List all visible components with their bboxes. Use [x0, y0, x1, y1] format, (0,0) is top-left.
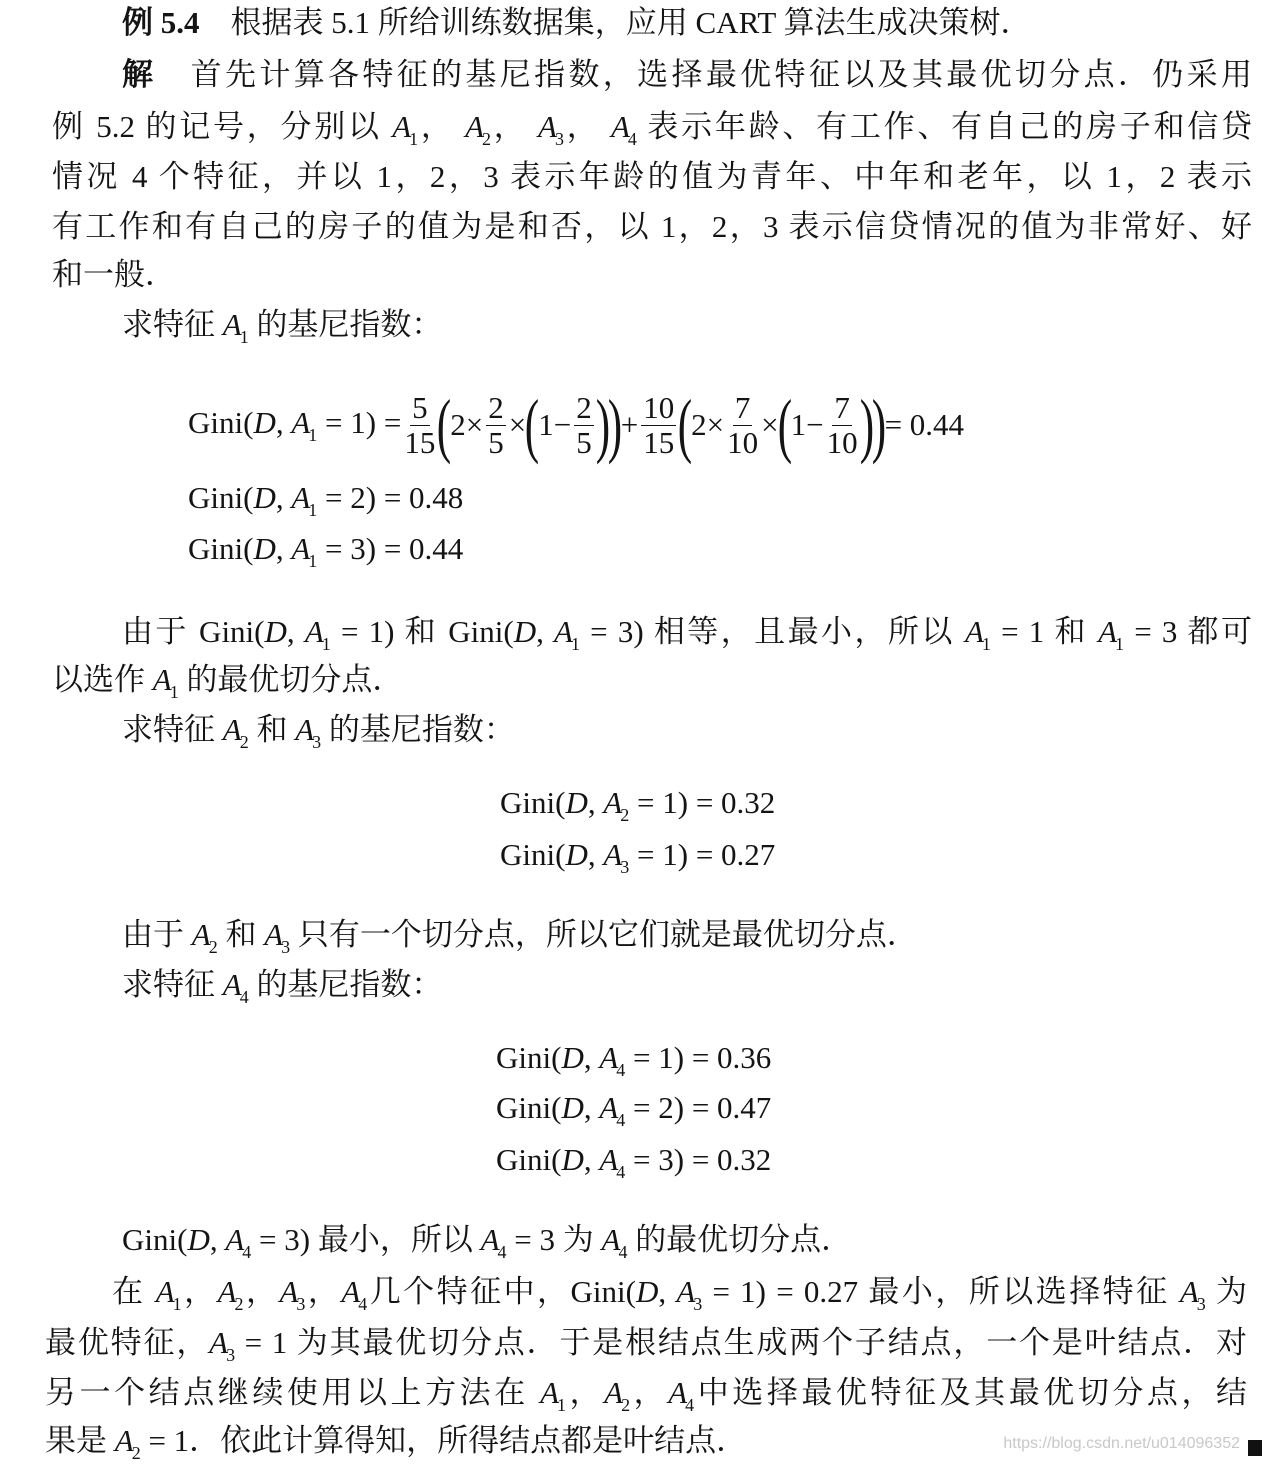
paren-close: ): [871, 385, 886, 465]
math-variable: A: [114, 1423, 134, 1458]
line: 在 $A_1$，$A_2$，$A_3$，$A_4$几个特征中，Gini(D, $A_3 = 1) = 0.27$ 最小，所以选择特征 $A_3$ 为: [112, 1274, 1247, 1312]
denominator: 10: [727, 424, 759, 460]
math-variable: A: [304, 614, 324, 649]
subscript: 4: [685, 1395, 695, 1413]
term: +: [620, 407, 639, 442]
math-variable: A: [222, 712, 242, 747]
subscript: 2: [620, 805, 630, 825]
denominator: 15: [404, 424, 436, 460]
fraction: [404, 391, 435, 460]
line: 由于 $A_2$ 和 $A_3$ 只有一个切分点，所以它们就是最优切分点．: [122, 917, 918, 957]
gini-formula-a1-1: [188, 383, 964, 467]
math-variable: A: [480, 1222, 500, 1257]
paren-close: ): [595, 385, 610, 465]
paren-open: (: [677, 385, 693, 465]
subscript: 1: [570, 634, 580, 652]
line: 情况 4 个特征，并以 1，2，3 表示年龄的值为青年、中年和老年，以 1，2 表示: [52, 159, 1252, 194]
math-variable: D: [187, 1222, 210, 1257]
line: 有工作和有自己的房子的值为是和否，以 1，2，3 表示信贷情况的值为非常好、好: [52, 209, 1252, 244]
math-variable: A: [1098, 614, 1118, 649]
subscript: 3: [1196, 1294, 1206, 1312]
subscript: 1: [321, 634, 331, 652]
math-variable: D: [561, 1040, 584, 1075]
math-variable: A: [152, 662, 172, 697]
fraction: [641, 391, 676, 460]
line: 求特征 $A_2$ 和 $A_3$ 的基尼指数：: [122, 712, 515, 752]
subscript: 4: [616, 1060, 626, 1080]
term: 1−: [538, 407, 572, 442]
math-variable: A: [538, 109, 557, 144]
subscript: 2: [239, 732, 249, 752]
term: 1−: [790, 407, 824, 442]
math-variable: A: [465, 109, 485, 144]
subscript: 4: [616, 1110, 626, 1130]
numerator: 2: [576, 389, 592, 425]
term: 2×: [450, 407, 484, 442]
math-variable: D: [253, 480, 276, 515]
math-variable: A: [222, 967, 242, 1002]
math-variable: A: [279, 1274, 299, 1309]
subscript: 4: [618, 1242, 628, 1262]
line: 另一个结点继续使用以上方法在 $A_1$，$A_2$，$A_4$中选择最优特征及其最优切分点，结: [45, 1375, 1247, 1413]
watermark: https://blog.csdn.net/u014096352: [1003, 1435, 1240, 1452]
line: Gini(D, $A_4 = 2) = 0.47$: [496, 1090, 772, 1130]
math-variable: A: [209, 1325, 229, 1360]
subscript: 1: [172, 1294, 182, 1312]
term: ×: [761, 407, 779, 442]
line: 例 5.2 的记号，分别以 $A_1$， $A_2$， $A_3$， $A_4$ 表示年龄、有工作、有自己的房子和信贷: [52, 109, 1252, 147]
subscript: 3: [296, 1294, 306, 1312]
line: Gini(D, $A_4 = 3) = 0.32$: [496, 1142, 772, 1182]
math-variable: A: [676, 1274, 696, 1309]
math-variable: A: [554, 614, 573, 649]
fraction: [727, 391, 758, 460]
bold-label: 例 5.4: [122, 5, 200, 40]
math-variable: A: [1179, 1274, 1199, 1309]
line: 果是 $A_2 = 1$．依此计算得知，所得结点都是叶结点．: [45, 1423, 748, 1463]
denominator: 5: [576, 424, 592, 460]
line: 例 5.4 根据表 5.1 所给训练数据集，应用 CART 算法生成决策树．: [122, 5, 1032, 40]
subscript: 3: [620, 857, 630, 877]
math-variable: A: [599, 1040, 619, 1075]
math-variable: A: [599, 1142, 619, 1177]
subscript: 3: [312, 732, 322, 752]
math-variable: A: [291, 404, 311, 440]
math-variable: A: [964, 614, 984, 649]
numerator: 5: [412, 389, 428, 425]
denominator: 15: [643, 424, 675, 460]
subscript: 4: [497, 1242, 507, 1262]
subscript: 4: [239, 987, 249, 1007]
paren-open: (: [437, 385, 452, 465]
subscript: 4: [627, 129, 637, 147]
subscript: 2: [621, 1395, 631, 1413]
math-variable: D: [565, 837, 588, 872]
math-variable: A: [603, 785, 623, 820]
subscript: 1: [409, 129, 419, 147]
line: Gini(D, $A_2 = 1) = 0.32$: [500, 785, 776, 825]
numerator: 10: [643, 389, 675, 425]
math-variable: A: [668, 1375, 688, 1410]
subscript: 4: [616, 1162, 626, 1182]
fraction: [827, 391, 858, 460]
subscript: 2: [234, 1294, 244, 1312]
math-variable: A: [225, 1222, 245, 1257]
paren-close: ): [607, 385, 622, 465]
math-variable: D: [635, 1274, 659, 1309]
line: Gini(D, $A_1 = 3) = 0.44$: [188, 531, 464, 571]
math-variable: D: [561, 1142, 584, 1177]
math-variable: A: [392, 109, 412, 144]
math-variable: D: [253, 531, 276, 566]
formula-lhs: Gini(D, $A_1 = 1$) =: [188, 404, 402, 445]
paren-close: ): [859, 385, 874, 465]
line: Gini(D, $A_1 = 2) = 0.48$: [188, 480, 464, 520]
numerator: 7: [834, 389, 850, 425]
paren-open: (: [525, 385, 540, 465]
paren-open: (: [777, 385, 792, 465]
term: ×: [508, 407, 527, 442]
math-variable: A: [610, 109, 630, 144]
subscript: 1: [308, 551, 318, 571]
numerator: 2: [488, 389, 504, 425]
denominator: 10: [826, 424, 858, 460]
math-variable: A: [222, 307, 242, 342]
math-variable: D: [513, 614, 537, 649]
formula-rhs: = 0.44: [884, 407, 965, 442]
math-variable: D: [565, 785, 588, 820]
math-variable: A: [264, 917, 284, 952]
math-variable: A: [601, 1222, 621, 1257]
line: Gini(D, $A_4 = 1) = 0.36$: [496, 1040, 772, 1080]
subscript: 3: [281, 937, 291, 957]
line: Gini(D, $A_4 = 3$) 最小，所以 $A_4 = 3$ 为 $A_4$ 的最优切分点．: [122, 1222, 853, 1262]
subscript: 2: [131, 1443, 141, 1463]
math-variable: A: [291, 480, 311, 515]
math-variable: A: [291, 531, 311, 566]
subscript: 4: [358, 1294, 368, 1312]
fraction: [486, 391, 506, 460]
subscript: 1: [308, 424, 318, 445]
math-variable: A: [155, 1274, 175, 1309]
numerator: 7: [734, 389, 751, 425]
ink-blot: [1248, 1440, 1262, 1456]
math-variable: D: [561, 1090, 584, 1125]
fraction: [574, 391, 594, 460]
line: 由于 Gini(D, $A_1 = 1$) 和 Gini(D, $A_1 = 3$) 相等，且最小，所以 $A_1 = 1$ 和 $A_1 = 3$ 都可: [122, 614, 1252, 652]
subscript: 3: [693, 1294, 703, 1312]
subscript: 1: [169, 682, 179, 702]
subscript: 1: [981, 634, 991, 652]
math-variable: D: [264, 614, 287, 649]
line: 和一般．: [52, 257, 176, 292]
line: Gini(D, $A_3 = 1) = 0.27$: [500, 837, 776, 877]
subscript: 1: [308, 500, 318, 520]
subscript: 1: [1115, 634, 1125, 652]
subscript: 1: [239, 327, 249, 347]
math-variable: A: [603, 837, 623, 872]
subscript: 3: [554, 129, 564, 147]
subscript: 4: [242, 1242, 252, 1262]
line: 求特征 $A_1$ 的基尼指数：: [122, 307, 443, 347]
line: 解 首先计算各特征的基尼指数，选择最优特征以及其最优切分点．仍采用: [122, 57, 1252, 92]
math-variable: A: [341, 1274, 361, 1309]
bold-label: 解: [122, 57, 157, 92]
math-variable: D: [253, 404, 276, 440]
subscript: 3: [226, 1345, 236, 1363]
line: 求特征 $A_4$ 的基尼指数：: [122, 967, 443, 1007]
term: 2×: [691, 407, 725, 442]
subscript: 1: [557, 1395, 567, 1413]
math-variable: A: [295, 712, 315, 747]
math-variable: A: [599, 1090, 619, 1125]
subscript: 2: [482, 129, 492, 147]
math-variable: A: [191, 917, 211, 952]
subscript: 2: [208, 937, 218, 957]
line: 以选作 $A_1$ 的最优切分点．: [52, 662, 404, 702]
math-variable: A: [604, 1375, 624, 1410]
math-variable: A: [217, 1274, 237, 1309]
line: 最优特征，$A_3 = 1$ 为其最优切分点．于是根结点生成两个子结点，一个是叶结点．对: [45, 1325, 1247, 1363]
math-variable: A: [540, 1375, 560, 1410]
denominator: 5: [488, 424, 504, 460]
